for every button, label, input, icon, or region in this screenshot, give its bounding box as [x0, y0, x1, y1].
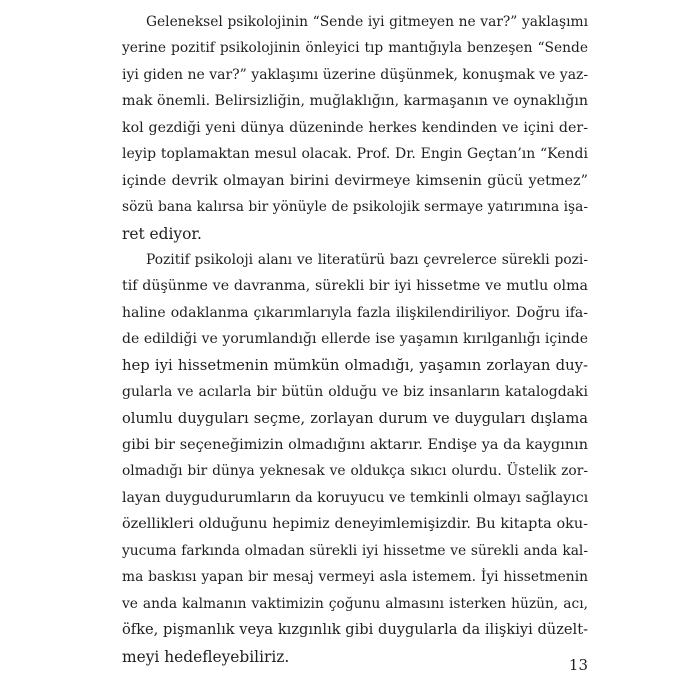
paragraph-1-line-6: leyip toplamaktan mesul olacak. Prof. Dr. Engin Geçtan’ın “Kendi: [122, 146, 588, 163]
paragraph-2-line-13: ma baskısı yapan bir mesaj vermeyi asla istemem. İyi hissetmenin: [122, 569, 588, 586]
paragraph-1-line-3: iyi giden ne var?” yaklaşımı üzerine düşünmek, konuşmak ve yaz-: [122, 66, 589, 83]
paragraph-2-line-16: meyi hedefleyebiliriz.: [122, 647, 290, 666]
paragraph-2-line-14: ve anda kalmanın vaktimizin çoğunu almasını isterken hüzün, acı,: [122, 595, 588, 612]
page-number: 13: [568, 656, 588, 674]
paragraph-2-line-11: özellikleri olduğunu hepimiz deneyimlemişizdir. Bu kitapta oku-: [122, 516, 588, 533]
paragraph-2-line-10: layan duygudurumların da koruyucu ve temkinli olmayı sağlayıcı: [122, 489, 589, 506]
paragraph-2-line-6: gularla ve acılarla bir bütün olduğu ve biz insanların katalogdaki: [122, 384, 588, 401]
paragraph-1-line-8: sözü bana kalırsa bir yönüyle de psikolojik sermaye yatırımına işa-: [122, 199, 588, 216]
paragraph-1-line-7: içinde devrik olmayan birini devirmeye kimsenin gücü yetmez”: [122, 172, 588, 189]
paragraph-2-line-9: olmadığı bir dünya yeknesak ve oldukça sıkıcı olurdu. Üstelik zor-: [122, 463, 588, 480]
paragraph-2-line-15: öfke, pişmanlık veya kızgınlık gibi duygularla da ilişkiyi düzelt-: [122, 621, 588, 639]
paragraph-2-line-4: de edildiği ve yorumlandığı ellerde ise yaşamın kırılganlığı içinde: [122, 331, 588, 348]
paragraph-1-line-4: mak önemli. Belirsizliğin, muğlaklığın, karmaşanın ve oynaklığın: [122, 93, 588, 110]
paragraph-2-line-5: hep iyi hissetmenin mümkün olmadığı, yaşamın zorlayan duy-: [122, 356, 588, 374]
paragraph-2-line-7: olumlu duyguları seçme, zorlayan durum ve duyguları dışlama: [122, 409, 588, 427]
paragraph-1-line-2: yerine pozitif psikolojinin önleyici tıp mantığıyla benzeşen “Sende: [122, 40, 588, 57]
paragraph-2-line-8: gibi bir seçeneğimizin olmadığını aktarır. Endişe ya da kaygının: [122, 437, 588, 453]
paragraph-1-line-5: kol gezdiği yeni dünya düzeninde herkes kendinden ve içini der-: [122, 119, 588, 136]
paragraph-1-line-1: Geleneksel psikolojinin “Sende iyi gitmeyen ne var?” yaklaşımı: [146, 14, 588, 30]
paragraph-1-line-9: ret ediyor.: [122, 224, 202, 243]
body-text: [122, 9, 588, 670]
paragraph-2-line-12: yucuma farkında olmadan sürekli iyi hissetme ve sürekli anda kal-: [122, 542, 588, 559]
paragraph-2-line-2: tif düşünme ve davranma, sürekli bir iyi hissetme ve mutlu olma: [122, 278, 588, 295]
paragraph-2-line-1: Pozitif psikoloji alanı ve literatürü bazı çevrelerce sürekli pozi-: [146, 251, 588, 268]
paragraph-2-line-3: haline odaklanma çıkarımlarıyla fazla ilişkilendiriliyor. Doğru ifa-: [122, 304, 588, 321]
